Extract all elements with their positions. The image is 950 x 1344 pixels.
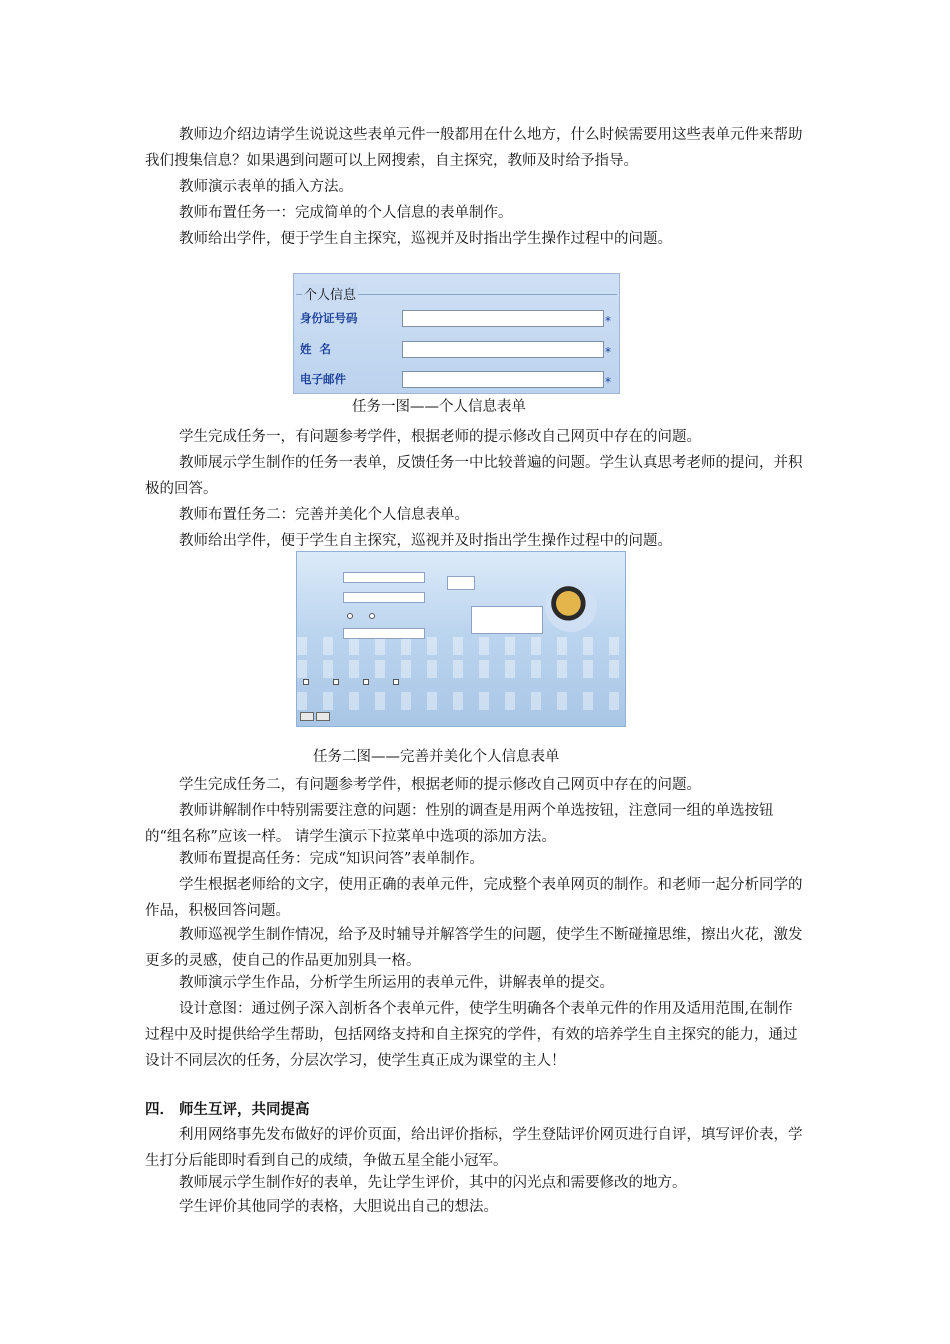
paragraph: 学生评价其他同学的表格，大胆说出自己的想法。 [179, 1199, 498, 1215]
form-field-thumb [343, 572, 425, 583]
form-field-thumb [343, 592, 425, 603]
beautified-form-figure [296, 551, 626, 727]
section-heading: 四． 师生互评，共同提高 [145, 1102, 310, 1118]
checkbox-thumb [303, 679, 309, 685]
paragraph: 教师演示学生作品，分析学生所运用的表单元件，讲解表单的提交。 [179, 975, 614, 991]
name-field [402, 341, 604, 358]
id-number-field [402, 310, 604, 327]
fieldset-legend: 个人信息 [302, 284, 358, 303]
figure1-caption: 任务一图——个人信息表单 [352, 399, 526, 415]
required-mark: * [605, 375, 611, 389]
paragraph: 学生完成任务二，有问题参考学件，根据老师的提示修改自己网页中存在的问题。 [179, 777, 701, 793]
email-field [402, 371, 604, 388]
logo-image [545, 580, 597, 632]
decor-band [297, 637, 625, 655]
required-mark: * [605, 345, 611, 359]
figure2-caption: 任务二图——完善并美化个人信息表单 [313, 749, 560, 765]
paragraph: 教师巡视学生制作情况，给予及时辅导并解答学生的问题，使学生不断碰撞思维，擦出火花，激发更多的灵感，使自己的作品更加别具一格。 [145, 927, 803, 969]
checkbox-thumb [333, 679, 339, 685]
required-mark: * [605, 314, 611, 328]
paragraph: 教师边介绍边请学生说说这些表单元件一般都用在什么地方，什么时候需要用这些表单元件来帮助我们搜集信息？如果遇到问题可以上网搜索，自主探究，教师及时给予指导。 [145, 127, 803, 169]
paragraph: 教师讲解制作中特别需要注意的问题：性别的调查是用两个单选按钮，注意同一组的单选按钮的“组名称”应该一样。 请学生演示下拉菜单中选项的添加方法。 [145, 803, 774, 845]
paragraph: 学生根据老师给的文字，使用正确的表单元件，完成整个表单网页的制作。和老师一起分析同学的作品，积极回答问题。 [145, 877, 803, 919]
checkbox-thumb [393, 679, 399, 685]
paragraph: 设计意图：通过例子深入剖析各个表单元件，使学生明确各个表单元件的作用及适用范围,在制作过程中及时提供给学生帮助，包括网络支持和自主探究的学件，有效的培养学生自主探究的能力，通过设计不同层次的任务，分层次学习，使学生真正成为课堂的主人！ [145, 1001, 798, 1069]
paragraph: 教师布置任务一：完成简单的个人信息的表单制作。 [179, 205, 513, 221]
id-number-label: 身份证号码 [300, 311, 358, 325]
paragraph: 教师给出学件，便于学生自主探究，巡视并及时指出学生操作过程中的问题。 [179, 231, 672, 247]
submit-button-thumb [300, 712, 314, 721]
decor-band [297, 692, 625, 710]
radio-thumb [369, 613, 375, 619]
email-label: 电子邮件 [300, 372, 346, 386]
select-thumb [447, 576, 475, 590]
radio-thumb [347, 613, 353, 619]
paragraph: 教师布置任务二：完善并美化个人信息表单。 [179, 507, 469, 523]
paragraph: 教师给出学件，便于学生自主探究，巡视并及时指出学生操作过程中的问题。 [179, 533, 672, 549]
form-field-thumb [343, 628, 425, 639]
reset-button-thumb [316, 712, 330, 721]
personal-info-form-figure [293, 273, 620, 394]
paragraph: 教师展示学生制作好的表单，先让学生评价，其中的闪光点和需要修改的地方。 [179, 1175, 687, 1191]
paragraph: 利用网络事先发布做好的评价页面，给出评价指标，学生登陆评价网页进行自评，填写评价表，学生打分后能即时看到自己的成绩，争做五星全能小冠军。 [145, 1127, 803, 1169]
textarea-thumb [471, 606, 543, 634]
name-label: 姓 名 [300, 342, 332, 356]
paragraph: 教师展示学生制作的任务一表单，反馈任务一中比较普遍的问题。学生认真思考老师的提问，并积极的回答。 [145, 455, 803, 497]
paragraph: 教师布置提高任务：完成“知识问答”表单制作。 [179, 851, 484, 867]
decor-band [297, 660, 625, 678]
checkbox-thumb [363, 679, 369, 685]
paragraph: 学生完成任务一，有问题参考学件，根据老师的提示修改自己网页中存在的问题。 [179, 429, 701, 445]
paragraph: 教师演示表单的插入方法。 [179, 179, 353, 195]
